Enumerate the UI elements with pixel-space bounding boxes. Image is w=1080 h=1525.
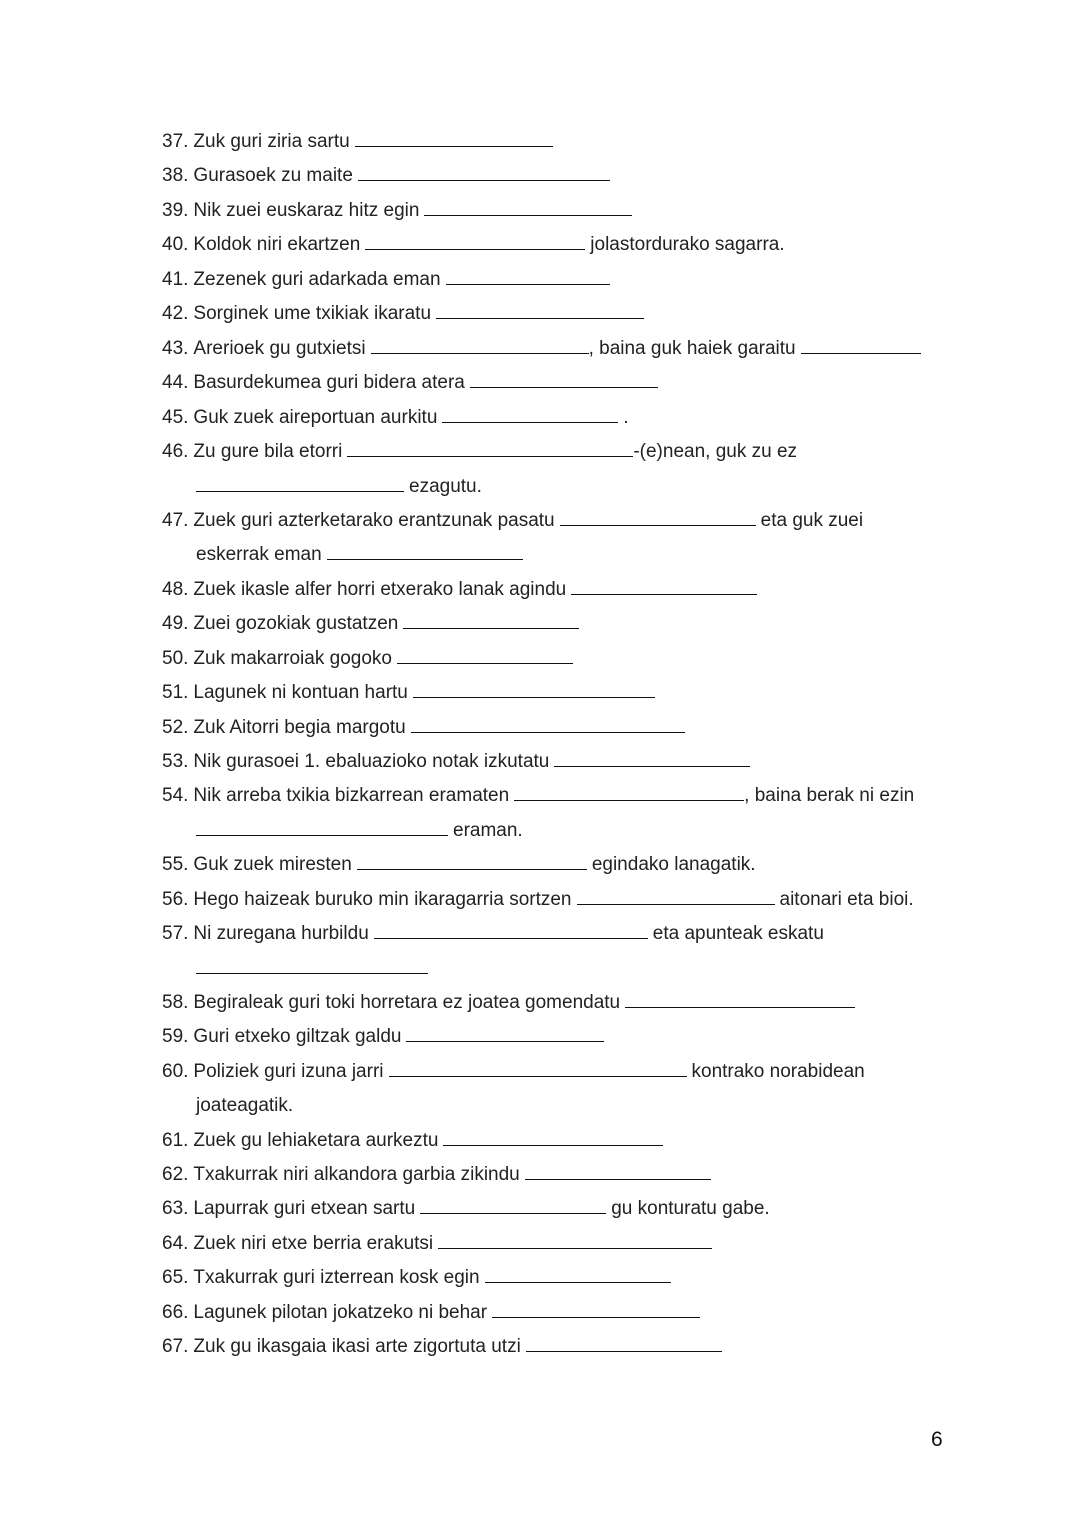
page-number: 6 (931, 1428, 943, 1451)
item-number: 37. (162, 131, 189, 152)
answer-blank[interactable] (554, 749, 750, 767)
answer-blank[interactable] (446, 267, 610, 285)
answer-blank[interactable] (442, 405, 618, 423)
item-text-continued: joateagatik. (196, 1095, 294, 1116)
exercise-line (162, 332, 926, 366)
exercise-line (162, 366, 663, 400)
exercise-line (162, 711, 690, 745)
item-text-after: aitonari eta bioi. (779, 889, 914, 910)
item-text-after: . (623, 407, 629, 428)
exercise-line (162, 848, 756, 882)
exercise-line (162, 573, 762, 607)
item-text-after: , baina berak ni ezin (744, 785, 915, 806)
item-text: Gurasoek zu maite (193, 165, 353, 186)
answer-blank[interactable] (801, 336, 921, 354)
item-number: 60. (162, 1061, 189, 1082)
answer-blank[interactable] (355, 129, 553, 147)
answer-blank[interactable] (357, 852, 587, 870)
exercise-line-continuation (196, 470, 482, 504)
item-text: Zuek guri azterketarako erantzunak pasatu (193, 510, 555, 531)
exercise-line (162, 401, 629, 435)
item-number: 52. (162, 717, 189, 738)
answer-blank[interactable] (196, 956, 428, 974)
item-number: 43. (162, 338, 189, 359)
item-text: Ni zuregana hurbildu (193, 923, 369, 944)
item-number: 49. (162, 613, 189, 634)
item-text: Hego haizeak buruko min ikaragarria sortzen (193, 889, 572, 910)
item-text: Lapurrak guri etxean sartu (193, 1198, 416, 1219)
exercise-line (162, 435, 797, 469)
item-text: Arerioek gu gutxietsi (193, 338, 366, 359)
item-text-continued: eraman. (453, 820, 523, 841)
item-number: 50. (162, 648, 189, 669)
item-text: Lagunek pilotan jokatzeko ni behar (193, 1302, 488, 1323)
item-number: 64. (162, 1233, 189, 1254)
exercise-line-continuation (196, 1089, 293, 1123)
answer-blank[interactable] (577, 887, 775, 905)
item-number: 47. (162, 510, 189, 531)
exercise-line-continuation (196, 952, 433, 986)
item-number: 55. (162, 854, 189, 875)
answer-blank[interactable] (625, 990, 855, 1008)
item-text-continued: ezagutu. (409, 476, 482, 497)
exercise-line (162, 1227, 717, 1261)
exercise-line (162, 676, 660, 710)
answer-blank[interactable] (406, 1024, 604, 1042)
exercise-line (162, 1124, 668, 1158)
answer-blank[interactable] (436, 301, 644, 319)
item-text: Begiraleak guri toki horretara ez joatea gomendatu (193, 992, 621, 1013)
answer-blank[interactable] (389, 1059, 687, 1077)
exercise-line (162, 642, 578, 676)
answer-blank[interactable] (327, 542, 523, 560)
item-number: 65. (162, 1267, 189, 1288)
exercise-line (162, 504, 863, 538)
exercise-line (162, 194, 637, 228)
answer-blank[interactable] (438, 1231, 712, 1249)
answer-blank[interactable] (560, 508, 756, 526)
item-number: 67. (162, 1336, 189, 1357)
exercise-line (162, 1020, 609, 1054)
exercise-line (162, 228, 785, 262)
exercise-line-continuation (196, 814, 523, 848)
answer-blank[interactable] (485, 1265, 671, 1283)
exercise-line (162, 779, 914, 813)
exercise-line (162, 745, 755, 779)
item-number: 42. (162, 303, 189, 324)
item-text: Guk zuek aireportuan aurkitu (193, 407, 438, 428)
item-text-after: jolastordurako sagarra. (590, 234, 785, 255)
item-text: Koldok niri ekartzen (193, 234, 361, 255)
item-text: Zu gure bila etorri (193, 441, 343, 462)
item-text-after: eta apunteak eskatu (652, 923, 824, 944)
exercise-line (162, 297, 649, 331)
answer-blank[interactable] (413, 680, 655, 698)
item-text: Guri etxeko giltzak galdu (193, 1026, 402, 1047)
answer-blank[interactable] (571, 577, 757, 595)
answer-blank[interactable] (525, 1162, 711, 1180)
item-number: 61. (162, 1130, 189, 1151)
item-text: Zuek ikasle alfer horri etxerako lanak agindu (193, 579, 567, 600)
item-number: 56. (162, 889, 189, 910)
item-number: 38. (162, 165, 189, 186)
item-number: 59. (162, 1026, 189, 1047)
item-number: 58. (162, 992, 189, 1013)
answer-blank[interactable] (397, 646, 573, 664)
item-number: 41. (162, 269, 189, 290)
answer-blank[interactable] (196, 474, 404, 492)
exercise-line (162, 1261, 676, 1295)
item-text: Poliziek guri izuna jarri (193, 1061, 384, 1082)
exercise-line (162, 1158, 716, 1192)
answer-blank[interactable] (347, 439, 633, 457)
item-text: Txakurrak guri izterrean kosk egin (193, 1267, 480, 1288)
answer-blank[interactable] (371, 336, 589, 354)
item-text: Nik gurasoei 1. ebaluazioko notak izkutatu (193, 751, 550, 772)
answer-blank[interactable] (365, 232, 585, 250)
item-number: 40. (162, 234, 189, 255)
exercise-line (162, 263, 615, 297)
item-text: Zuk makarroiak gogoko (193, 648, 392, 669)
answer-blank[interactable] (514, 783, 744, 801)
item-text: Zuek gu lehiaketara aurkeztu (193, 1130, 439, 1151)
item-text-after: , baina guk haiek garaitu (588, 338, 796, 359)
item-text-after: kontrako norabidean (691, 1061, 865, 1082)
item-text-after: egindako lanagatik. (591, 854, 756, 875)
exercise-line (162, 125, 558, 159)
exercise-line (162, 607, 584, 641)
item-number: 57. (162, 923, 189, 944)
item-text-after: eta guk zuei (760, 510, 864, 531)
answer-blank[interactable] (492, 1300, 700, 1318)
exercise-line (162, 1192, 770, 1226)
answer-blank[interactable] (374, 921, 648, 939)
item-text: Zuek niri etxe berria erakutsi (193, 1233, 434, 1254)
item-text: Basurdekumea guri bidera atera (193, 372, 465, 393)
exercise-line (162, 1330, 727, 1364)
answer-blank[interactable] (420, 1196, 606, 1214)
item-text-after: gu konturatu gabe. (611, 1198, 770, 1219)
item-number: 46. (162, 441, 189, 462)
answer-blank[interactable] (358, 163, 610, 181)
answer-blank[interactable] (424, 198, 632, 216)
item-number: 62. (162, 1164, 189, 1185)
exercise-line-continuation (196, 538, 528, 572)
item-text: Zuk gu ikasgaia ikasi arte zigortuta utzi (193, 1336, 521, 1357)
item-number: 48. (162, 579, 189, 600)
item-number: 63. (162, 1198, 189, 1219)
item-text: Zezenek guri adarkada eman (193, 269, 441, 290)
exercise-line (162, 986, 860, 1020)
exercise-line (162, 917, 824, 951)
answer-blank[interactable] (196, 818, 448, 836)
item-text: Zuei gozokiak gustatzen (193, 613, 399, 634)
item-text-continued: eskerrak eman (196, 544, 322, 565)
item-text: Zuk guri ziria sartu (193, 131, 350, 152)
exercise-line (162, 883, 914, 917)
item-text: Lagunek ni kontuan hartu (193, 682, 408, 703)
item-text: Sorginek ume txikiak ikaratu (193, 303, 432, 324)
item-number: 54. (162, 785, 189, 806)
answer-blank[interactable] (526, 1334, 722, 1352)
exercise-line (162, 159, 615, 193)
item-number: 45. (162, 407, 189, 428)
exercise-line (162, 1055, 865, 1089)
item-number: 51. (162, 682, 189, 703)
answer-blank[interactable] (470, 370, 658, 388)
item-text: Nik arreba txikia bizkarrean eramaten (193, 785, 510, 806)
item-text: Nik zuei euskaraz hitz egin (193, 200, 420, 221)
item-number: 53. (162, 751, 189, 772)
answer-blank[interactable] (411, 715, 685, 733)
item-number: 44. (162, 372, 189, 393)
answer-blank[interactable] (403, 611, 579, 629)
item-text-after: -(e)nean, guk zu ez (633, 441, 798, 462)
item-number: 66. (162, 1302, 189, 1323)
answer-blank[interactable] (443, 1128, 663, 1146)
item-text: Guk zuek miresten (193, 854, 352, 875)
exercise-line (162, 1296, 705, 1330)
item-number: 39. (162, 200, 189, 221)
item-text: Txakurrak niri alkandora garbia zikindu (193, 1164, 520, 1185)
item-text: Zuk Aitorri begia margotu (193, 717, 406, 738)
